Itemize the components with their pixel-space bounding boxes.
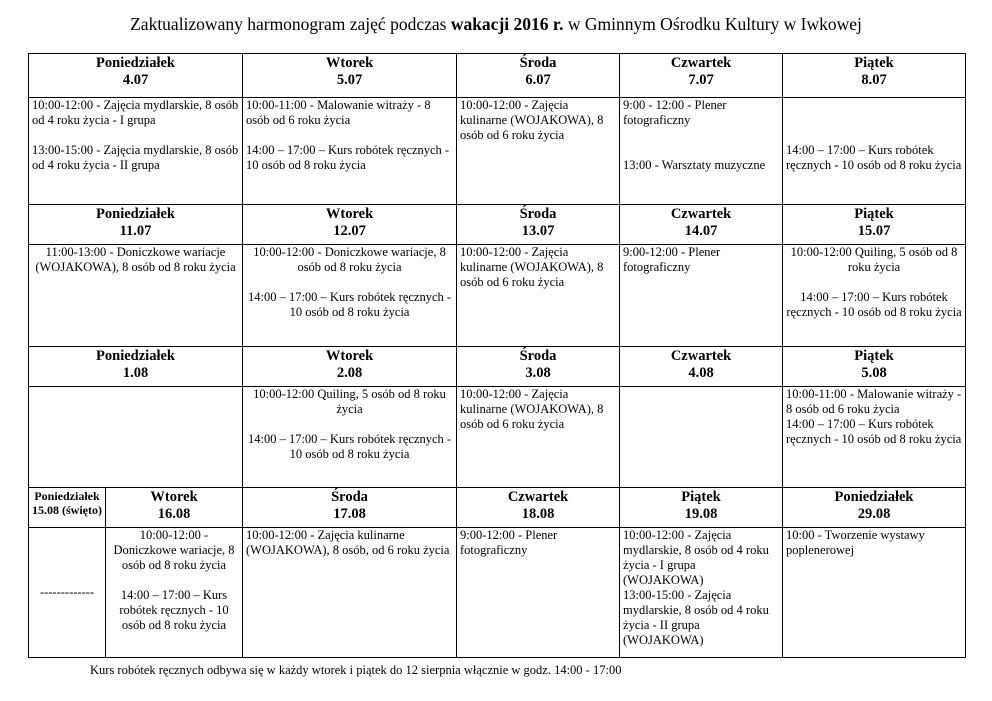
activity-entry: 13:00 - Warsztaty muzyczne	[623, 158, 766, 172]
activity-entry: 9:00-12:00 - Plener fotograficzny	[623, 245, 721, 274]
day-header: Wtorek 16.08	[106, 488, 243, 528]
day-header: Piątek 8.07	[783, 54, 966, 98]
activity-entry: 14:00 – 17:00 – Kurs robótek ręcznych - 10 osób od 8 roku życia	[247, 290, 452, 319]
activity-entry: 10:00-12:00 - Zajęcia mydlarskie, 8 osób od 4 roku życia - I grupa (WOJAKOWA)	[623, 528, 769, 587]
activity-cell	[457, 98, 620, 205]
activity-entry: 10:00-12:00 - Doniczkowe wariacje, 8 osób od 8 roku życia	[253, 245, 446, 274]
week3-activity-row	[29, 387, 966, 488]
activity-entry: 14:00 – 17:00 – Kurs robótek ręcznych - 10 osób od 8 roku życia	[246, 143, 450, 172]
activity-cell	[783, 98, 966, 205]
activity-cell	[783, 528, 966, 658]
holiday-cell	[29, 528, 106, 658]
activity-cell	[106, 528, 243, 658]
activity-entry: 10:00-12:00 Quiling, 5 osób od 8 roku życia	[253, 387, 446, 416]
day-header: Poniedziałek 15.08 (święto)	[29, 488, 106, 528]
activity-cell-empty	[29, 387, 243, 488]
day-header: Poniedziałek 11.07	[29, 205, 243, 245]
activity-entry: 10:00-12:00 Quiling, 5 osób od 8 roku życia	[790, 245, 958, 274]
activity-entry: 10:00-11:00 - Malowanie witraży - 8 osób od 6 roku życia	[246, 98, 431, 127]
activity-cell	[783, 245, 966, 347]
day-header: Poniedziałek 1.08	[29, 347, 243, 387]
week1-header-row	[29, 54, 966, 98]
activity-cell	[457, 245, 620, 347]
week3-header-row	[29, 347, 966, 387]
activity-entry: 9:00-12:00 - Plener fotograficzny	[460, 528, 558, 557]
day-header: Piątek 19.08	[620, 488, 783, 528]
activity-entry: 14:00 – 17:00 – Kurs robótek ręcznych - 10 osób od 8 roku życia	[247, 432, 452, 461]
day-header: Poniedziałek 29.08	[783, 488, 966, 528]
activity-entry: 10:00-12:00 - Zajęcia mydlarskie, 8 osób od 4 roku życia - I grupa	[32, 98, 239, 127]
activity-cell	[243, 245, 457, 347]
day-header: Wtorek 12.07	[243, 205, 457, 245]
day-header: Czwartek 18.08	[457, 488, 620, 528]
footer-note: Kurs robótek ręcznych odbywa się w każdy wtorek i piątek do 12 sierpnia włącznie w godz. 14:00 - 17:00	[90, 663, 622, 677]
activity-cell	[243, 528, 457, 658]
week2-header-row	[29, 205, 966, 245]
dash-placeholder: -------------	[39, 585, 95, 599]
day-header: Piątek 5.08	[783, 347, 966, 387]
week1-activity-row	[29, 98, 966, 205]
activity-cell	[29, 245, 243, 347]
activity-cell-empty	[620, 387, 783, 488]
activity-entry: 10:00-11:00 - Malowanie witraży - 8 osób od 6 roku życia	[786, 387, 962, 416]
activity-entry: 9:00 - 12:00 - Plener fotograficzny	[623, 98, 727, 127]
activity-entry: 14:00 – 17:00 – Kurs robótek ręcznych - 10 osób od 8 roku życia	[119, 588, 229, 632]
activity-entry: 10:00-12:00 - Zajęcia kulinarne (WOJAKOWA), 8 osób od 6 roku życia	[460, 387, 604, 431]
activity-cell	[457, 528, 620, 658]
day-header: Czwartek 4.08	[620, 347, 783, 387]
day-header: Wtorek 5.07	[243, 54, 457, 98]
activity-entry: 13:00-15:00 - Zajęcia mydlarskie, 8 osób od 4 roku życia - II grupa (WOJAKOWA)	[623, 588, 769, 647]
week4-header-row	[29, 488, 966, 528]
day-header: Środa 13.07	[457, 205, 620, 245]
day-header: Wtorek 2.08	[243, 347, 457, 387]
schedule-table	[28, 53, 966, 658]
activity-cell	[243, 98, 457, 205]
activity-entry: 10:00-12:00 - Zajęcia kulinarne (WOJAKOWA), 8 osób od 6 roku życia	[460, 245, 604, 289]
day-header: Środa 17.08	[243, 488, 457, 528]
day-header: Czwartek 7.07	[620, 54, 783, 98]
activity-cell	[783, 387, 966, 488]
day-header: Piątek 15.07	[783, 205, 966, 245]
page-title: Zaktualizowany harmonogram zajęć podczas wakacji 2016 r. w Gminnym Ośrodku Kultury w Iwkowej	[130, 14, 862, 34]
activity-cell	[620, 98, 783, 205]
activity-entry: 10:00 - Tworzenie wystawy poplenerowej	[786, 528, 925, 557]
day-header: Czwartek 14.07	[620, 205, 783, 245]
day-header: Środa 6.07	[457, 54, 620, 98]
activity-entry: 14:00 – 17:00 – Kurs robótek ręcznych - 10 osób od 8 roku życia	[786, 290, 962, 319]
day-header: Środa 3.08	[457, 347, 620, 387]
activity-cell	[29, 98, 243, 205]
activity-entry: 10:00-12:00 - Zajęcia kulinarne (WOJAKOWA), 8 osób od 6 roku życia	[460, 98, 604, 142]
activity-entry: 10:00-12:00 - Zajęcia kulinarne (WOJAKOWA), 8 osób, od 6 roku życia	[246, 528, 450, 557]
activity-cell	[457, 387, 620, 488]
activity-entry: 13:00-15:00 - Zajęcia mydlarskie, 8 osób od 4 roku życia - II grupa	[32, 143, 239, 172]
day-header: Poniedziałek 4.07	[29, 54, 243, 98]
activity-entry: 14:00 – 17:00 – Kurs robótek ręcznych - 10 osób od 8 roku życia	[786, 143, 962, 172]
activity-cell	[620, 528, 783, 658]
week2-activity-row	[29, 245, 966, 347]
activity-cell	[243, 387, 457, 488]
activity-entry: 11:00-13:00 - Doniczkowe wariacje (WOJAKOWA), 8 osób od 8 roku życia	[35, 245, 236, 274]
activity-entry: 10:00-12:00 - Doniczkowe wariacje, 8 osób od 8 roku życia	[113, 528, 235, 572]
activity-cell	[620, 245, 783, 347]
activity-entry: 14:00 – 17:00 – Kurs robótek ręcznych - 10 osób od 8 roku życia	[786, 417, 962, 446]
week4-activity-row	[29, 528, 966, 658]
